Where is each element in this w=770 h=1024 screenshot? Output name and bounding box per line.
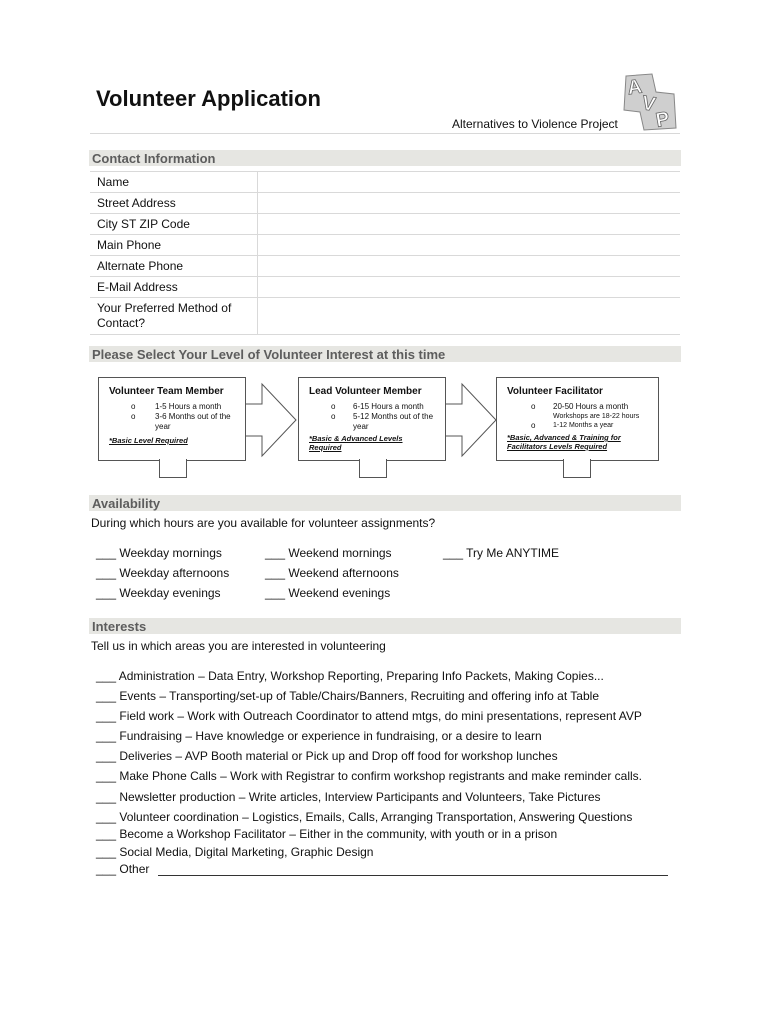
blank-line[interactable]: ___ (265, 546, 286, 560)
contact-field-city[interactable] (258, 214, 681, 235)
list-item[interactable]: ___ Administration – Data Entry, Workshop Reporting, Preparing Info Packets, Making Copies... (96, 669, 604, 683)
avp-logo-letter-v: V (640, 92, 658, 117)
availability-option[interactable]: ___ Weekend evenings (265, 586, 391, 600)
contact-label-alt-phone: Alternate Phone (90, 256, 258, 277)
arrow-icon (240, 382, 300, 458)
box-option: 5-12 Months out of the year (353, 412, 434, 431)
availability-option[interactable]: ___ Try Me ANYTIME (443, 546, 560, 560)
blank-line[interactable]: ___ (96, 566, 117, 580)
box-option: 1-5 Hours a month (155, 402, 222, 411)
blank-line[interactable]: ___ (96, 769, 117, 783)
interests-prompt: Tell us in which areas you are interested in volunteering (91, 639, 386, 653)
list-item[interactable]: ___ Fundraising – Have knowledge or experience in fundraising, or a desire to learn (96, 729, 542, 743)
availability-option[interactable]: ___ Weekend mornings (265, 546, 392, 560)
box-note: *Basic, Advanced & Training for Facilitators Levels Required (507, 433, 621, 451)
other-input-line[interactable] (158, 875, 668, 876)
availability-option[interactable]: ___ Weekday mornings (96, 546, 222, 560)
box-option: 3-6 Months out of the year (155, 412, 231, 431)
contact-label-name: Name (90, 172, 258, 193)
blank-line[interactable]: ___ (96, 749, 117, 763)
blank-line[interactable]: ___ (96, 827, 117, 841)
blank-line[interactable]: ___ (96, 546, 117, 560)
list-item[interactable]: ___ Social Media, Digital Marketing, Graphic Design (96, 845, 374, 859)
box-option: 6-15 Hours a month (353, 402, 424, 411)
bullet-icon: o (531, 402, 536, 411)
table-row (90, 193, 680, 214)
table-row (90, 214, 680, 235)
list-item[interactable]: ___ Newsletter production – Write articles, Interview Participants and Volunteers, Take Pictures (96, 790, 601, 804)
table-row (90, 298, 680, 335)
availability-option[interactable]: ___ Weekend afternoons (265, 566, 399, 580)
checkbox-lead-volunteer[interactable] (359, 459, 387, 478)
list-item[interactable]: ___ Field work – Work with Outreach Coordinator to attend mtgs, do mini presentations, represent AVP (96, 709, 642, 723)
interest-box-facilitator[interactable] (496, 377, 659, 461)
avp-logo-letter-p: P (654, 107, 672, 132)
contact-field-street[interactable] (258, 193, 681, 214)
list-item[interactable]: ___ Become a Workshop Facilitator – Either in the community, with youth or in a prison (96, 827, 558, 841)
list-item[interactable]: ___ Events – Transporting/set-up of Table/Chairs/Banners, Recruiting and offering info at Table (96, 689, 599, 703)
availability-prompt: During which hours are you available for volunteer assignments? (91, 516, 436, 530)
table-row (90, 277, 680, 298)
header-divider (90, 133, 680, 134)
interest-box-team-member[interactable] (98, 377, 246, 461)
contact-field-main-phone[interactable] (258, 235, 681, 256)
checkbox-team-member[interactable] (159, 459, 187, 478)
contact-table (90, 171, 680, 335)
contact-field-alt-phone[interactable] (258, 256, 681, 277)
blank-line[interactable]: ___ (96, 862, 117, 876)
interest-box-lead-volunteer[interactable] (298, 377, 446, 461)
blank-line[interactable]: ___ (96, 729, 117, 743)
box-title: Volunteer Facilitator (507, 386, 603, 397)
contact-field-preferred[interactable] (258, 298, 681, 335)
blank-line[interactable]: ___ (96, 845, 117, 859)
box-option: Workshops are 18-22 hours (553, 413, 640, 420)
bullet-icon: o (131, 402, 136, 411)
bullet-icon: o (531, 421, 536, 430)
avp-logo-letter-a: A (625, 75, 644, 100)
contact-field-email[interactable] (258, 277, 681, 298)
list-item[interactable]: ___ Other (96, 862, 150, 876)
avp-logo (622, 72, 678, 132)
box-note: *Basic & Advanced Levels Required (309, 434, 403, 452)
availability-option[interactable]: ___ Weekday evenings (96, 586, 221, 600)
box-title: Volunteer Team Member (109, 386, 224, 397)
availability-option[interactable]: ___ Weekday afternoons (96, 566, 230, 580)
interests-section-header (89, 618, 681, 634)
interest-section-header (89, 346, 681, 362)
list-item[interactable]: ___ Deliveries – AVP Booth material or Pick up and Drop off food for workshop lunches (96, 749, 558, 763)
interests-heading: Interests (92, 619, 147, 634)
list-item[interactable]: ___ Make Phone Calls – Work with Registrar to confirm workshop registrants and make reminder calls. (96, 769, 643, 783)
blank-line[interactable]: ___ (96, 689, 117, 703)
interest-heading: Please Select Your Level of Volunteer Interest at this time (92, 347, 446, 362)
table-row (90, 235, 680, 256)
arrow-icon (440, 382, 500, 458)
contact-heading: Contact Information (92, 151, 216, 166)
box-option: 20-50 Hours a month (553, 402, 629, 411)
availability-section-header (89, 495, 681, 511)
contact-label-city: City ST ZIP Code (90, 214, 258, 235)
page-title: Volunteer Application (96, 86, 321, 111)
organization-name: Alternatives to Violence Project (452, 117, 618, 131)
contact-label-preferred: Your Preferred Method of Contact? (90, 298, 258, 335)
blank-line[interactable]: ___ (96, 810, 117, 824)
bullet-icon: o (331, 412, 336, 421)
list-item[interactable]: ___ Volunteer coordination – Logistics, Emails, Calls, Arranging Transportation, Answering Questions (96, 810, 633, 824)
box-note: *Basic Level Required (109, 436, 188, 445)
blank-line[interactable]: ___ (265, 566, 286, 580)
contact-label-main-phone: Main Phone (90, 235, 258, 256)
blank-line[interactable]: ___ (96, 586, 117, 600)
contact-label-email: E-Mail Address (90, 277, 258, 298)
table-row (90, 256, 680, 277)
availability-heading: Availability (92, 496, 161, 511)
blank-line[interactable]: ___ (96, 669, 117, 683)
blank-line[interactable]: ___ (96, 790, 117, 804)
box-option: 1-12 Months a year (553, 422, 614, 429)
table-row (90, 172, 680, 193)
checkbox-facilitator[interactable] (563, 459, 591, 478)
contact-field-name[interactable] (258, 172, 681, 193)
blank-line[interactable]: ___ (96, 709, 117, 723)
blank-line[interactable]: ___ (265, 586, 286, 600)
contact-label-street: Street Address (90, 193, 258, 214)
blank-line[interactable]: ___ (443, 546, 464, 560)
bullet-icon: o (331, 402, 336, 411)
box-title: Lead Volunteer Member (309, 386, 422, 397)
bullet-icon: o (131, 412, 136, 421)
contact-section-header (89, 150, 681, 166)
